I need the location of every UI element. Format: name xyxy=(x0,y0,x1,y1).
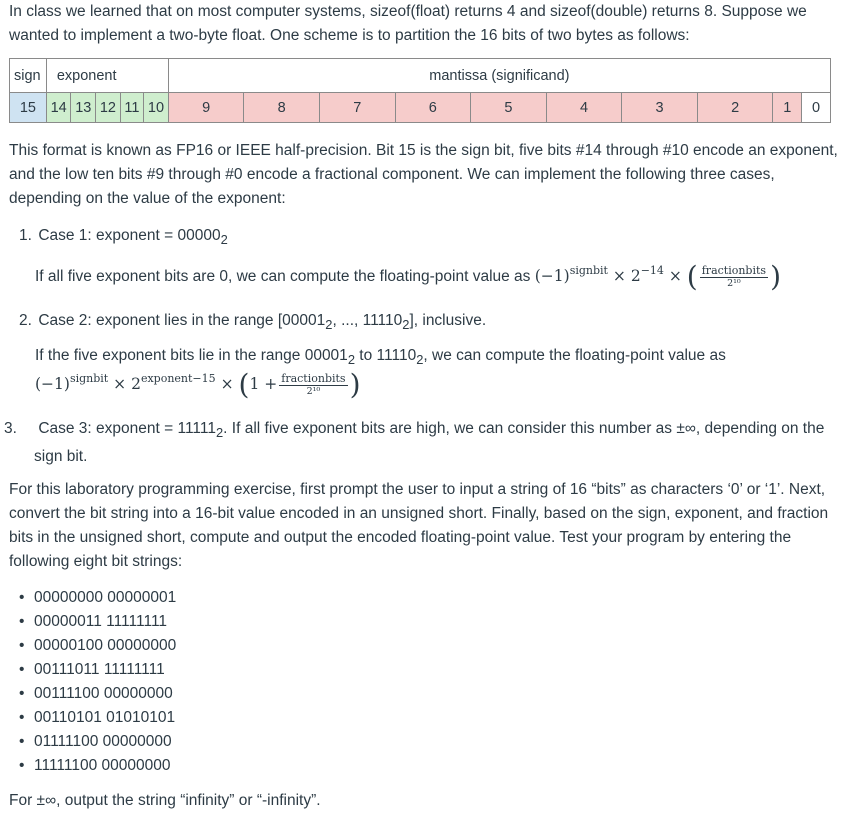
case-1-number: 1. xyxy=(19,227,32,244)
case-1-description xyxy=(35,260,848,294)
bit-cell-12: 12 xyxy=(96,93,121,123)
bullet-icon: • xyxy=(19,709,25,726)
bit-cell-13: 13 xyxy=(71,93,96,123)
list-item xyxy=(19,658,176,682)
bit-cell-9: 9 xyxy=(168,93,244,123)
bullet-icon: • xyxy=(19,613,25,630)
case-2-title-sub-a: 2 xyxy=(325,317,333,333)
list-item xyxy=(19,634,176,658)
case-2-title-a: Case 2: exponent lies in the range [00001 xyxy=(38,312,326,329)
bit-cell-2: 2 xyxy=(697,93,773,123)
list-item xyxy=(19,706,176,730)
case-2-desc-sub-b: 2 xyxy=(416,352,424,368)
case-1-fraction xyxy=(700,265,768,290)
intro-paragraph: In class we learned that on most computer systems, sizeof(float) returns 4 and sizeof(double) returns 8. Suppose we wanted to implement a two-byte float. One scheme is to partition the 16 bits of two bytes as follows: xyxy=(9,3,807,44)
footer-note: For ±∞, output the string “infinity” or “-infinity”. xyxy=(9,792,321,809)
case-2-desc-sub-a: 2 xyxy=(347,352,355,368)
bit-cell-10: 10 xyxy=(144,93,169,123)
case-3-text-b: . If all five exponent bits are high, we can consider this number as ±∞, depending on the sign bit. xyxy=(34,420,825,466)
case-2-desc-a: If the five exponent bits lie in the range 00001 xyxy=(35,347,348,364)
exponent-header: exponent xyxy=(46,59,168,93)
case-3-text-a: Case 3: exponent = 11111 xyxy=(38,420,216,437)
case-2-formula-line xyxy=(35,368,848,402)
bit-cell-15: 15 xyxy=(10,93,47,123)
bit-layout-table xyxy=(9,58,831,123)
mantissa-header: mantissa (significand) xyxy=(168,59,830,93)
list-item xyxy=(19,682,176,706)
case-2-number: 2. xyxy=(19,312,32,329)
case-2-title-sub-b: 2 xyxy=(402,317,410,333)
case-2-sign-exp: signbit xyxy=(69,372,109,385)
bullet-icon: • xyxy=(19,637,25,654)
case-3-item xyxy=(4,417,848,469)
bit-cell-8: 8 xyxy=(244,93,320,123)
case-2-neg-one: (−1) xyxy=(35,375,70,394)
bit-string: 00110101 01010101 xyxy=(34,709,176,726)
bit-index-row xyxy=(10,93,831,123)
bit-string: 00111100 00000000 xyxy=(34,685,173,702)
case-2-title xyxy=(19,309,848,337)
list-item xyxy=(19,586,176,610)
case-1-desc-text: If all five exponent bits are 0, we can compute the floating-point value as xyxy=(35,268,531,286)
bit-string: 00000000 00000001 xyxy=(34,589,177,606)
case-1-paren-close: ) xyxy=(770,260,781,294)
case-2-frac-num: fractionbits xyxy=(281,371,346,385)
bit-cell-4: 4 xyxy=(546,93,622,123)
bullet-icon: • xyxy=(19,733,25,750)
bit-cell-0: 0 xyxy=(802,93,831,123)
list-item xyxy=(19,754,176,778)
case-1-exp-value: −14 xyxy=(640,264,664,277)
bit-cell-11: 11 xyxy=(120,93,143,123)
bullet-icon: • xyxy=(19,685,25,702)
case-2-paren-open: ( xyxy=(238,368,250,402)
case-2-desc-c: , we can compute the floating-point value as xyxy=(423,347,726,364)
case-1-paren-open: ( xyxy=(686,260,698,294)
case-2-desc-b: to 11110 xyxy=(355,347,417,364)
case-1-times: × xyxy=(668,267,682,286)
case-1-frac-den: 2¹⁰ xyxy=(727,277,741,289)
bullet-icon: • xyxy=(19,589,25,606)
case-2-paren-close: ) xyxy=(349,368,361,402)
bit-string: 00111011 11111111 xyxy=(34,661,165,678)
case-2-frac-den: 2¹⁰ xyxy=(306,385,321,397)
list-item xyxy=(19,730,176,754)
case-2-title-b: , ..., 11110 xyxy=(332,312,403,329)
case-1-frac-num: fractionbits xyxy=(701,263,767,277)
case-3-sub: 2 xyxy=(215,425,224,441)
bit-string: 11111100 00000000 xyxy=(34,757,171,774)
bit-cell-14: 14 xyxy=(46,93,71,123)
case-2-times-two: × 2 xyxy=(113,375,141,394)
bit-string: 00000100 00000000 xyxy=(34,637,177,654)
bit-string: 01111100 00000000 xyxy=(34,733,172,750)
list-item xyxy=(19,610,176,634)
case-2-title-c: ], inclusive. xyxy=(409,312,487,329)
case-1-title xyxy=(19,224,848,252)
bit-cell-3: 3 xyxy=(622,93,698,123)
case-1-title-text: Case 1: exponent = 00000 xyxy=(38,227,221,244)
bit-cell-5: 5 xyxy=(471,93,547,123)
bullet-icon: • xyxy=(19,661,25,678)
case-2-fraction xyxy=(279,373,347,398)
case-1-title-sub: 2 xyxy=(220,232,228,248)
bit-cell-1: 1 xyxy=(773,93,802,123)
case-1-times-two: × 2 xyxy=(612,267,641,286)
case-2-exp-value: exponent−15 xyxy=(140,372,216,385)
case-3-number: 3. xyxy=(4,420,17,437)
sign-header: sign xyxy=(10,59,47,93)
bit-cell-6: 6 xyxy=(395,93,471,123)
case-2-one-plus: 1 + xyxy=(249,375,278,394)
test-bit-strings-list xyxy=(19,586,176,778)
case-2-times: × xyxy=(220,375,234,394)
case-1-sign-exp: signbit xyxy=(569,264,608,277)
format-description: This format is known as FP16 or IEEE half-precision. Bit 15 is the sign bit, five bits #14 through #10 encode an exponent, and the low ten bits #9 through #0 encode a fractional component. We can implement the following three cases, depending on the value of the exponent: xyxy=(9,142,838,207)
exercise-paragraph: For this laboratory programming exercise, first prompt the user to input a string of 16 “bits” as characters ‘0’ or ‘1’. Next, convert the bit string into a 16-bit value encoded in an unsigned short. Finally, based on the sign, exponent, and fraction bits in the unsigned short, compute and output the encoded floating-point value. Test your program by entering the following eight bit strings: xyxy=(9,481,829,570)
bullet-icon: • xyxy=(19,757,25,774)
case-2-formula xyxy=(35,368,361,402)
case-1-formula xyxy=(534,260,781,294)
case-1-neg-one: (−1) xyxy=(534,267,570,286)
bit-string: 00000011 11111111 xyxy=(34,613,168,630)
bit-cell-7: 7 xyxy=(319,93,395,123)
bit-table-header-row xyxy=(10,59,831,93)
